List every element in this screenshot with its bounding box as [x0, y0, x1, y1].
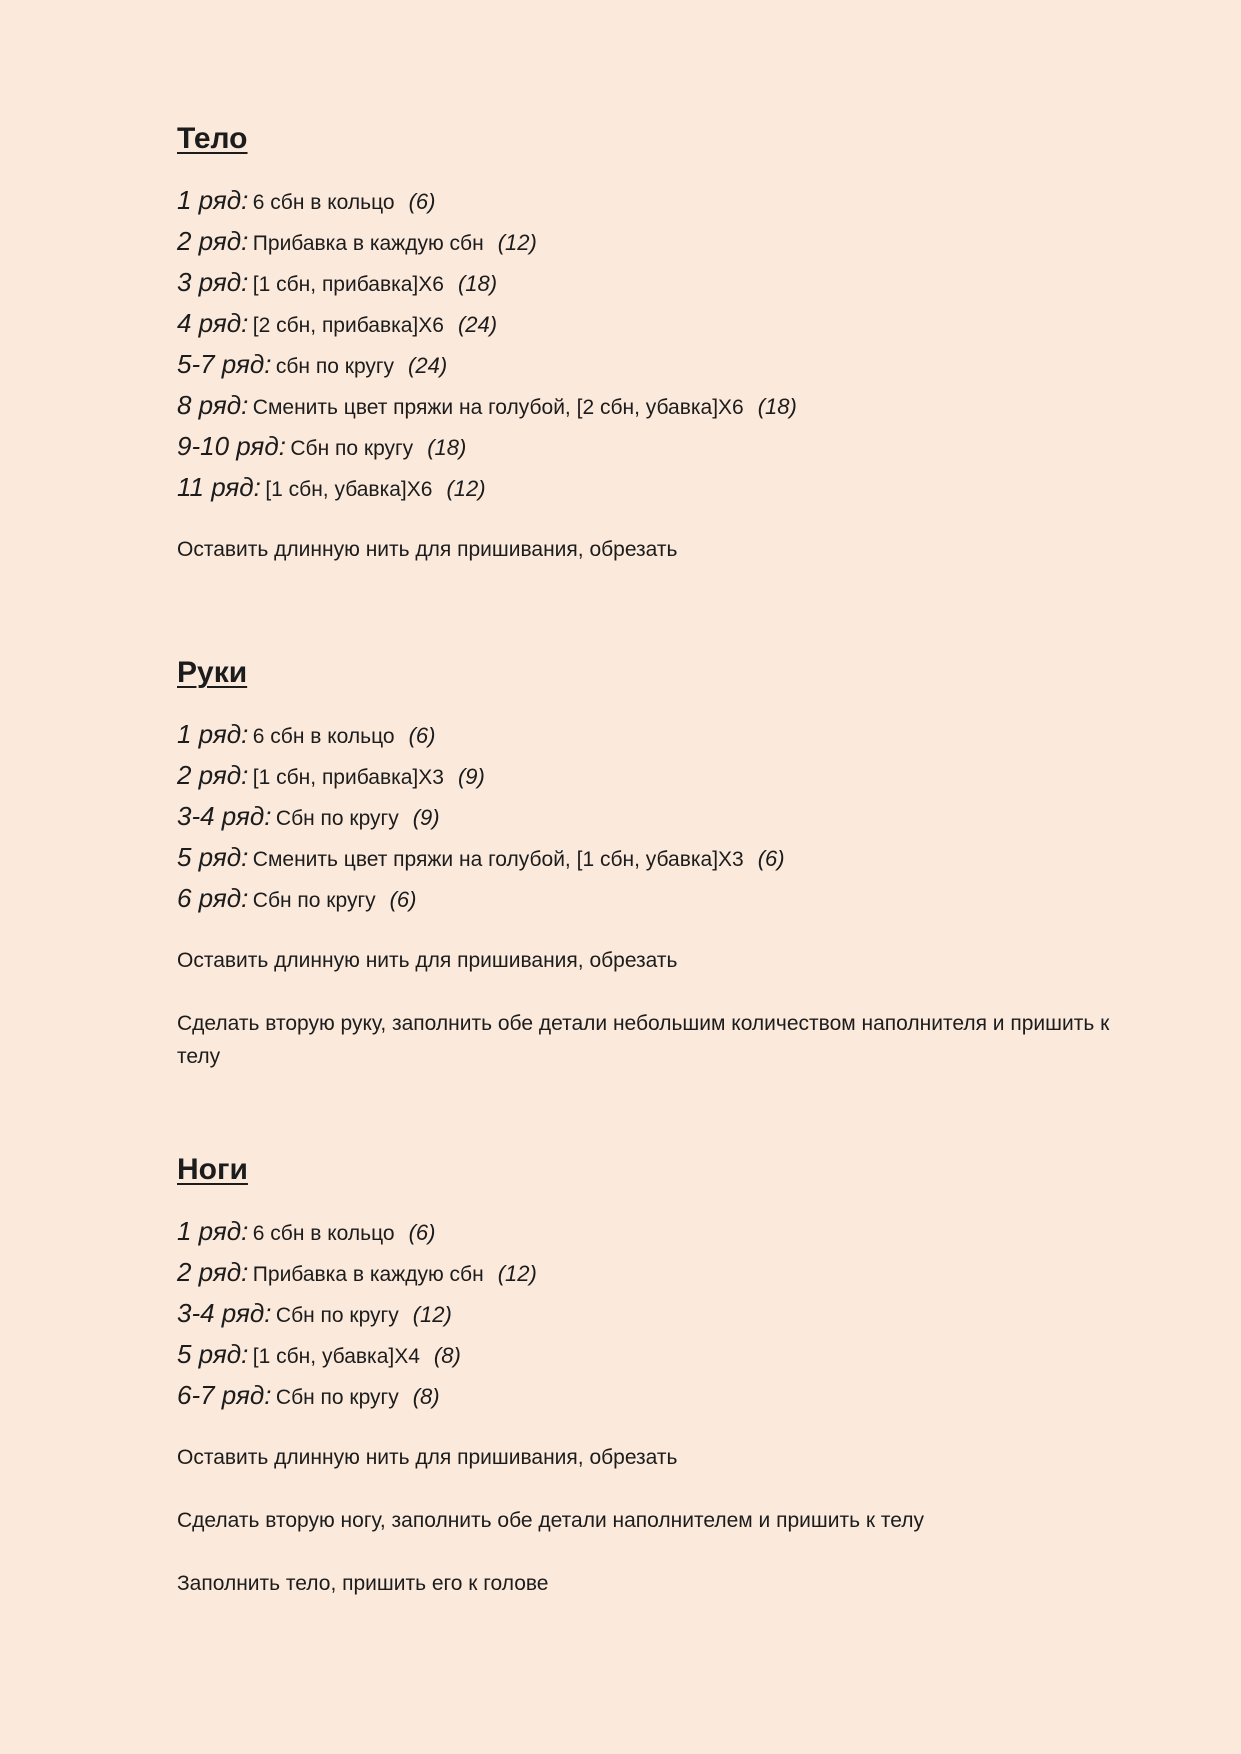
row-instruction: [1 сбн, прибавка]X3 — [252, 766, 444, 789]
row-instruction: Сбн по кругу — [290, 437, 414, 460]
row-stitch-count: (6) — [408, 723, 436, 748]
section-title-legs: Ноги — [177, 1153, 248, 1186]
row-stitch-count: (9) — [457, 764, 485, 789]
row-label: 4 ряд: — [177, 308, 249, 338]
instruction-note: Сделать вторую руку, заполнить обе детали небольшим количеством наполнителя и пришить к телу — [177, 1012, 1110, 1068]
row-instruction: Сбн по кругу — [275, 807, 399, 830]
row-stitch-count: (8) — [433, 1343, 461, 1368]
row-instruction: [1 сбн, убавка]X6 — [265, 478, 433, 501]
row-instruction: Сменить цвет пряжи на голубой, [1 сбн, убавка]X3 — [252, 848, 744, 871]
row-label: 5 ряд: — [177, 842, 249, 872]
row-list-arms — [177, 714, 1137, 919]
row-instruction: сбн по кругу — [275, 355, 395, 378]
instruction-note: Оставить длинную нить для пришивания, обрезать — [177, 1446, 678, 1469]
instruction-note: Сделать вторую ногу, заполнить обе детали наполнителем и пришить к телу — [177, 1509, 924, 1532]
row-instruction: Прибавка в каждую сбн — [252, 232, 484, 255]
row-label: 2 ряд: — [177, 226, 249, 256]
row-label: 6-7 ряд: — [177, 1380, 272, 1410]
pattern-row — [177, 344, 1137, 385]
pattern-row — [177, 1252, 1137, 1293]
notes-legs — [177, 1441, 1137, 1600]
row-instruction: 6 сбн в кольцо — [252, 191, 395, 214]
pattern-row — [177, 180, 1137, 221]
row-instruction: Сбн по кругу — [275, 1304, 399, 1327]
row-instruction: 6 сбн в кольцо — [252, 725, 395, 748]
row-label: 1 ряд: — [177, 185, 249, 215]
pattern-row — [177, 755, 1137, 796]
row-label: 5-7 ряд: — [177, 349, 272, 379]
section-title-body: Тело — [177, 122, 248, 155]
row-stitch-count: (9) — [412, 805, 440, 830]
pattern-row — [177, 426, 1137, 467]
row-instruction: Сбн по кругу — [252, 889, 376, 912]
row-label: 3-4 ряд: — [177, 801, 272, 831]
section-legs — [177, 1149, 1137, 1600]
row-instruction: Сбн по кругу — [275, 1386, 399, 1409]
pattern-row — [177, 1375, 1137, 1416]
pattern-row — [177, 467, 1137, 508]
row-stitch-count: (6) — [408, 1220, 436, 1245]
row-instruction: 6 сбн в кольцо — [252, 1222, 395, 1245]
section-title-arms: Руки — [177, 656, 248, 689]
row-stitch-count: (18) — [757, 394, 797, 419]
row-label: 5 ряд: — [177, 1339, 249, 1369]
row-label: 2 ряд: — [177, 760, 249, 790]
notes-body — [177, 533, 1137, 566]
row-label: 2 ряд: — [177, 1257, 249, 1287]
pattern-row — [177, 878, 1137, 919]
row-stitch-count: (24) — [408, 353, 448, 378]
row-list-legs — [177, 1211, 1137, 1416]
row-instruction: Сменить цвет пряжи на голубой, [2 сбн, убавка]X6 — [252, 396, 744, 419]
row-stitch-count: (12) — [446, 476, 486, 501]
pattern-row — [177, 385, 1137, 426]
row-stitch-count: (6) — [757, 846, 785, 871]
row-list-body — [177, 180, 1137, 508]
notes-arms — [177, 944, 1137, 1073]
pattern-row — [177, 1334, 1137, 1375]
row-stitch-count: (12) — [497, 1261, 537, 1286]
document-page — [177, 118, 1137, 1595]
row-stitch-count: (12) — [412, 1302, 452, 1327]
pattern-row — [177, 837, 1137, 878]
instruction-note: Заполнить тело, пришить его к голове — [177, 1572, 549, 1595]
row-label: 1 ряд: — [177, 719, 249, 749]
row-label: 11 ряд: — [177, 472, 261, 502]
pattern-row — [177, 714, 1137, 755]
section-arms — [177, 652, 1137, 1073]
row-label: 1 ряд: — [177, 1216, 249, 1246]
row-label: 8 ряд: — [177, 390, 249, 420]
pattern-row — [177, 1211, 1137, 1252]
instruction-note: Оставить длинную нить для пришивания, обрезать — [177, 949, 678, 972]
pattern-row — [177, 796, 1137, 837]
pattern-row — [177, 221, 1137, 262]
row-stitch-count: (18) — [457, 271, 498, 296]
row-label: 6 ряд: — [177, 883, 249, 913]
pattern-row — [177, 262, 1137, 303]
instruction-note: Оставить длинную нить для пришивания, обрезать — [177, 538, 678, 561]
row-label: 3 ряд: — [177, 267, 249, 297]
row-stitch-count: (8) — [412, 1384, 440, 1409]
row-stitch-count: (18) — [427, 435, 467, 460]
row-label: 9-10 ряд: — [177, 431, 286, 461]
row-label: 3-4 ряд: — [177, 1298, 272, 1328]
row-stitch-count: (6) — [408, 189, 436, 214]
row-stitch-count: (12) — [497, 230, 537, 255]
row-instruction: Прибавка в каждую сбн — [252, 1263, 484, 1286]
row-stitch-count: (24) — [457, 312, 498, 337]
row-instruction: [2 сбн, прибавка]X6 — [252, 314, 444, 337]
row-instruction: [1 сбн, прибавка]X6 — [252, 273, 444, 296]
row-instruction: [1 сбн, убавка]X4 — [252, 1345, 420, 1368]
pattern-row — [177, 303, 1137, 344]
pattern-row — [177, 1293, 1137, 1334]
row-stitch-count: (6) — [389, 887, 417, 912]
section-body — [177, 118, 1137, 566]
